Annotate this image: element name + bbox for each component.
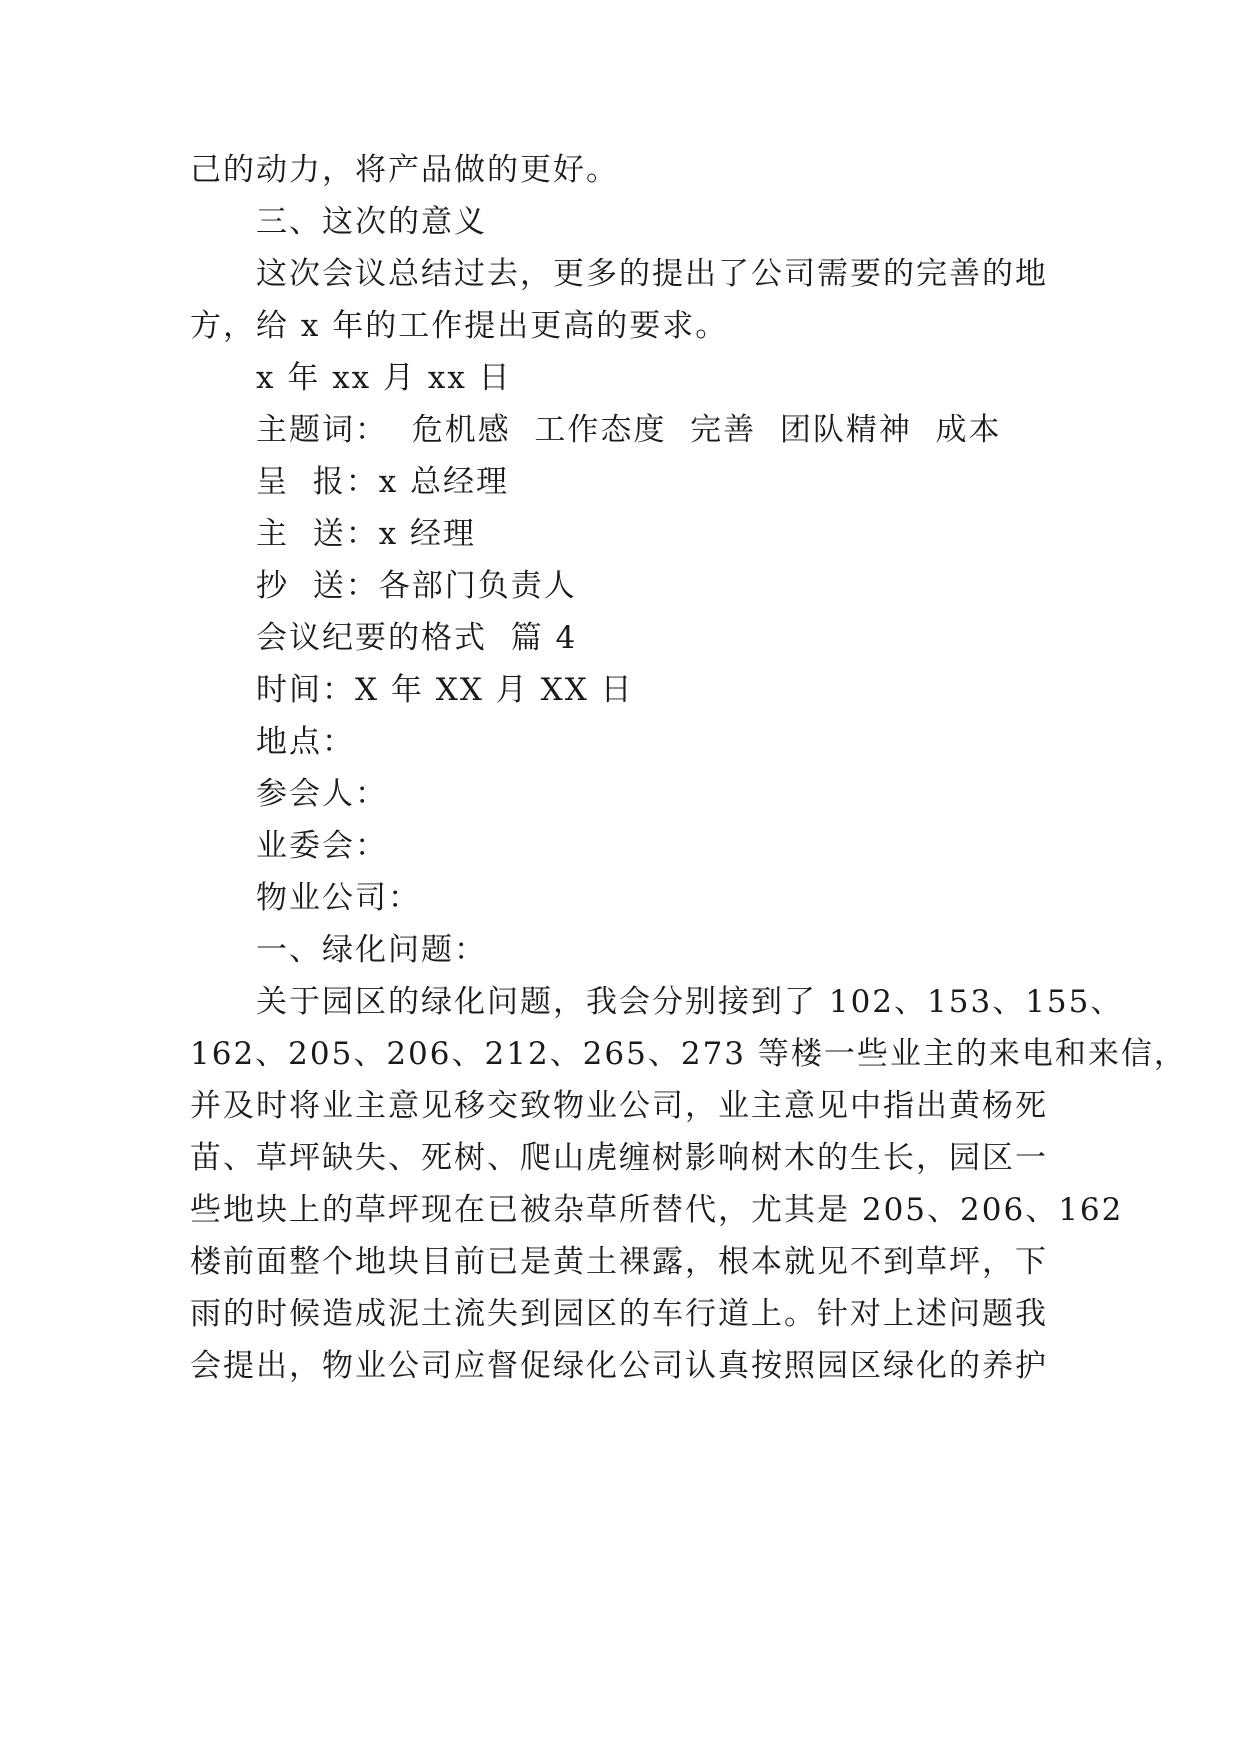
section-heading: 三、这次的意义: [256, 204, 487, 240]
section-heading: 一、绿化问题：: [256, 932, 487, 968]
paragraph-line: 些地块上的草坪现在已被杂草所替代，尤其是 205、206、162: [190, 1192, 1124, 1228]
attendees-label: 参会人：: [256, 776, 388, 812]
paragraph-line: 并及时将业主意见移交致物业公司，业主意见中指出黄杨死: [190, 1088, 1048, 1124]
keywords-line: 主题词： 危机感 工作态度 完善 团队精神 成本: [256, 412, 1002, 448]
paragraph-line: 162、205、206、212、265、273 等楼一些业主的来电和来信，: [190, 1036, 1187, 1072]
paragraph-line: 苗、草坪缺失、死树、爬山虎缠树影响树木的生长，园区一: [190, 1140, 1048, 1176]
date-line: x 年 xx 月 xx 日: [256, 360, 512, 396]
paragraph-line: 会提出，物业公司应督促绿化公司认真按照园区绿化的养护: [190, 1348, 1048, 1384]
paragraph-line: 楼前面整个地块目前已是黄土裸露，根本就见不到草坪，下: [190, 1244, 1048, 1280]
paragraph-line: 关于园区的绿化问题，我会分别接到了 102、153、155、: [256, 984, 1124, 1020]
cc-line: 抄 送：各部门负责人: [256, 568, 577, 604]
paragraph-line: 方，给 x 年的工作提出更高的要求。: [190, 308, 729, 344]
property-company-label: 物业公司：: [256, 880, 421, 916]
meeting-location: 地点：: [256, 724, 355, 760]
article-title: 会议纪要的格式 篇 4: [256, 620, 578, 656]
owners-committee-label: 业委会：: [256, 828, 388, 864]
paragraph-line: 己的动力，将产品做的更好。: [190, 152, 619, 188]
paragraph-line: 这次会议总结过去，更多的提出了公司需要的完善的地: [256, 256, 1048, 292]
main-recipient-line: 主 送：x 经理: [256, 516, 477, 552]
paragraph-line: 雨的时候造成泥土流失到园区的车行道上。针对上述问题我: [190, 1296, 1048, 1332]
submit-to-line: 呈 报：x 总经理: [256, 464, 510, 500]
meeting-time: 时间：X 年 XX 月 XX 日: [256, 672, 634, 708]
